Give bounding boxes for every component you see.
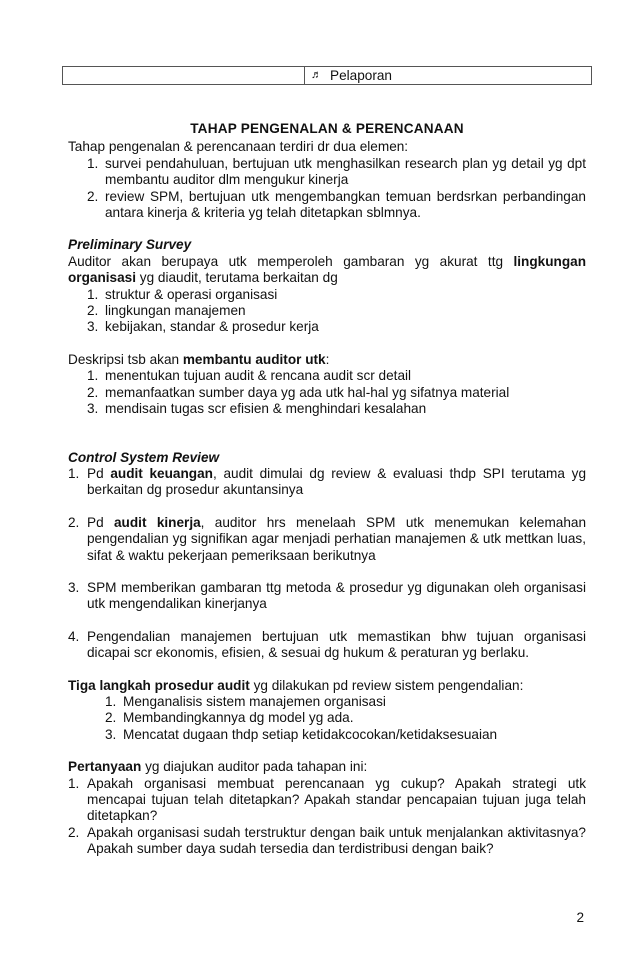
text: Pd [87,465,111,481]
text: : [325,351,330,367]
bold-text: Pertanyaan [68,759,142,775]
list-number: 1. [87,368,99,384]
list-item [68,825,586,858]
document-body [68,121,586,858]
page-title: TAHAP PENGENALAN & PERENCANAAN [190,121,464,136]
list-number: 2. [87,384,99,400]
deskripsi-paragraph [68,352,586,368]
text: Pengendalian manajemen bertujuan utk memastikan bhw tujuan organisasi dicapai scr ekonomis, efisien, & sesuai dg hukum & peraturan yg berlaku. [87,628,586,661]
list-number: 3. [87,319,99,335]
deskripsi-list [68,368,586,417]
list-item [68,303,586,319]
list-number: 1. [87,155,99,171]
list-item [68,776,586,825]
list-number: 2. [87,303,99,319]
list-number: 1. [68,465,80,481]
control-list [68,466,586,662]
list-item-text: Membandingkannya dg model yg ada. [123,710,354,726]
text: Auditor akan berupaya utk memperoleh gambaran yg akurat ttg [68,253,514,269]
tiga-list [68,694,586,743]
list-number: 1. [87,286,99,302]
preliminary-heading: Preliminary Survey [68,237,192,253]
list-number: 1. [68,775,80,791]
list-number: 1. [105,693,117,709]
table-row [62,66,592,85]
control-heading: Control System Review [68,449,220,465]
list-item-text: menentukan tujuan audit & rencana audit scr detail [105,368,412,384]
text: yg diajukan auditor pada tahapan ini: [141,759,368,775]
tiga-paragraph [68,678,586,694]
list-item [68,515,586,564]
text: yg dilakukan pd review sistem pengendalian: [249,677,524,693]
text: yg diaudit, terutama berkaitan dg [136,270,338,286]
table-cell-pelaporan [305,67,392,84]
list-item-text: review SPM, bertujuan utk mengembangkan temuan berdsrkan perbandingan antara kinerja & kriteria yg telah ditetapkan sblmnya. [105,188,586,221]
list-item [68,287,586,303]
list-item-text: survei pendahuluan, bertujuan utk menghasilkan research plan yg detail yg dpt membantu auditor dlm mengukur kinerja [105,155,586,188]
list-number: 2. [68,514,80,530]
list-item-text: Apakah organisasi membuat perencanaan yg cukup? Apakah strategi utk mencapai tujuan telah ditetapkan? Apakah standar pencapaian tujuan juga telah ditetapkan? [87,775,586,824]
intro-text: Tahap pengenalan & perencanaan terdiri dr dua elemen: [68,139,409,155]
list-number: 3. [68,579,80,595]
bold-text: lingkungan organisasi [68,253,586,286]
text: SPM memberikan gambaran ttg metoda & prosedur yg digunakan oleh organisasi utk mengendalikan kinerjanya [87,579,586,612]
list-item-text: Menganalisis sistem manajemen organisasi [123,693,386,709]
list-item-text: mendisain tugas scr efisien & menghindari kesalahan [105,401,427,417]
text: , audit dimulai dg review & evaluasi thdp SPI terutama yg berkaitan dg prosedur akuntansinya [87,465,587,498]
list-number: 4. [68,628,80,644]
list-number: 3. [105,726,117,742]
text: Deskripsi tsb akan [68,351,183,367]
list-item [68,385,586,401]
list-item [68,580,586,613]
list-item-text: Apakah organisasi sudah terstruktur dengan baik untuk menjalankan aktivitasnya? Apakah sumber daya sudah tersedia dan terdistribusi dengan baik? [87,824,586,857]
table-cell-text: Pelaporan [330,68,392,83]
list-item-text: memanfaatkan sumber daya yg ada utk hal-hal yg sifatnya material [105,384,510,400]
list-item-text: Mencatat dugaan thdp setiap ketidakcocokan/ketidaksesuaian [123,726,498,742]
bold-text: audit keuangan [110,465,213,481]
list-item [68,727,586,743]
list-item [68,189,586,222]
list-number: 2. [105,710,117,726]
bold-text: membantu auditor utk [182,351,326,367]
bold-text: Tiga langkah prosedur audit [68,677,250,693]
preliminary-paragraph [68,254,586,287]
list-item [68,694,586,710]
list-item-text: lingkungan manajemen [105,303,246,319]
list-item [68,466,586,499]
list-item-text: struktur & operasi organisasi [105,286,278,302]
list-item [68,319,586,335]
preliminary-list [68,287,586,336]
bold-text: audit kinerja [114,514,201,530]
list-number: 3. [87,401,99,417]
list-item [68,368,586,384]
list-number: 2. [87,188,99,204]
list-item [68,629,586,662]
list-item [68,710,586,726]
list-item [68,401,586,417]
text: Pd [87,514,114,530]
table-cell-empty [63,67,305,84]
text: , auditor hrs menelaah SPM utk menemukan kelemahan pengendalian yg signifikan agar menjadi perhatian manajemen & utk mettkan luas, sifat & waktu pekerjaan pemeriksaan berikutnya [87,514,587,563]
music-note-icon: ♬ [311,69,322,81]
list-item-text: kebijakan, standar & prosedur kerja [105,319,319,335]
page-number: 2 [576,910,584,925]
list-number: 2. [68,824,80,840]
list-item [68,156,586,189]
pertanyaan-list [68,776,586,858]
elements-list [68,156,586,222]
pertanyaan-paragraph [68,759,586,775]
